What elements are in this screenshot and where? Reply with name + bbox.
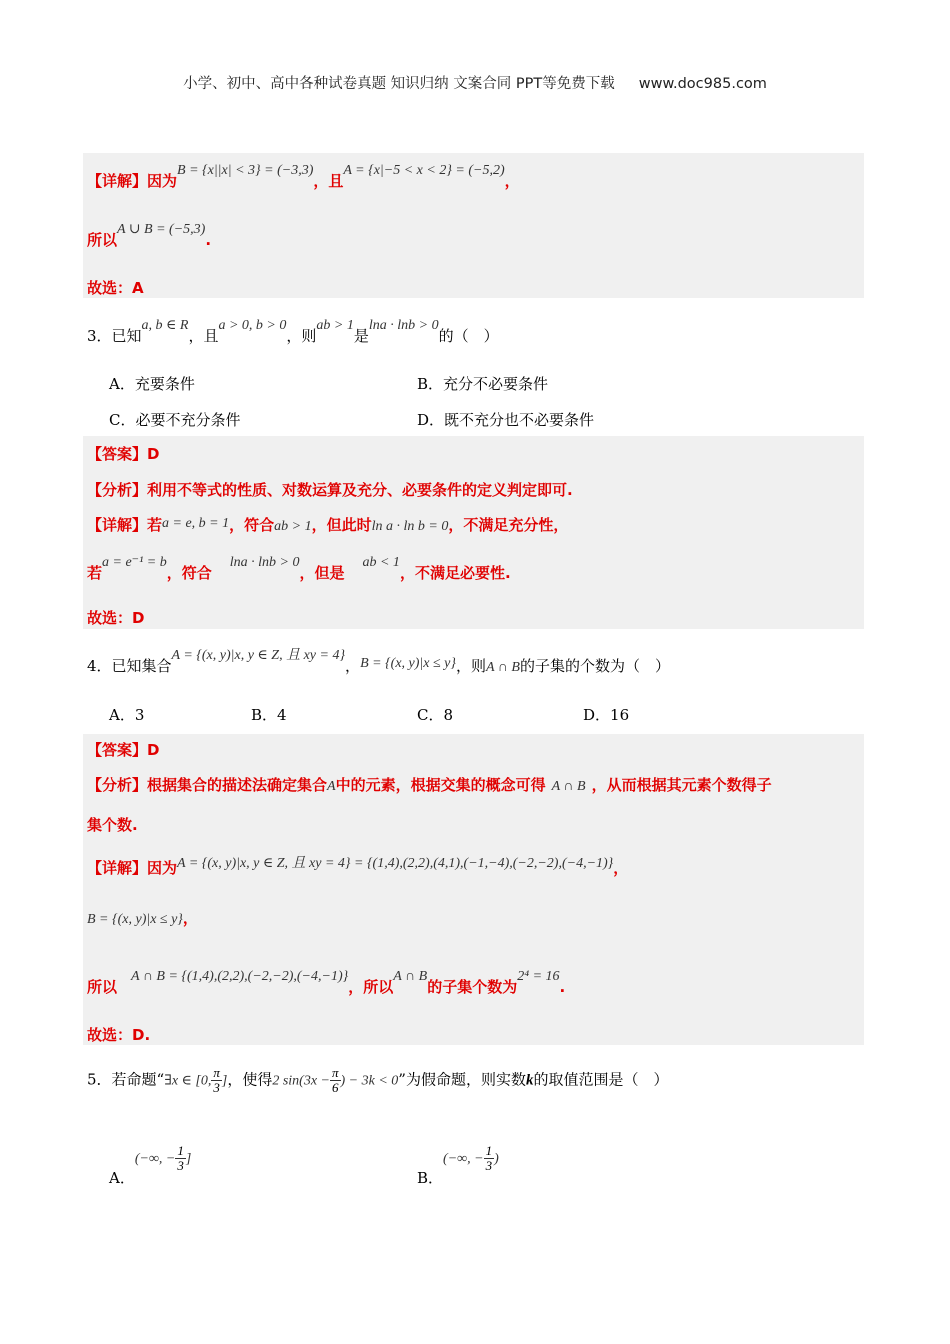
q3-analysis: 【分析】利用不等式的性质、对数运算及充分、必要条件的定义判定即可. <box>87 481 573 499</box>
text: ”为假命题，则实数 <box>398 1070 526 1089</box>
numerator: π <box>332 1065 339 1080</box>
option-letter: C． <box>109 411 136 429</box>
text: ，则 <box>455 657 486 675</box>
denominator: 3 <box>177 1158 184 1173</box>
option-text: 充分不必要条件 <box>443 375 549 393</box>
option-letter: C． <box>417 706 444 724</box>
q3-option-b[interactable] <box>417 373 548 394</box>
text: . <box>559 978 566 996</box>
q4-answer: 【答案】D <box>87 741 160 759</box>
fraction-pi-3 <box>211 1066 222 1095</box>
q4-option-d[interactable] <box>583 704 629 725</box>
numerator: 1 <box>485 1143 493 1158</box>
math: ab > 1 <box>274 519 312 534</box>
text-so: 所以 <box>87 231 118 249</box>
option-letter: A． <box>109 375 135 393</box>
option-letter: D． <box>417 411 445 429</box>
q3-option-c[interactable] <box>109 409 241 430</box>
math: lna · lnb > 0 <box>229 555 300 570</box>
q4-option-a[interactable] <box>109 704 144 725</box>
math-k: k <box>525 1072 534 1089</box>
text-period: . <box>205 231 212 249</box>
text: ，符合 <box>166 564 212 582</box>
option-letter: B． <box>251 706 278 724</box>
page-header <box>0 72 950 93</box>
math: a = e, b = 1 <box>162 516 230 531</box>
math-ab-real: a, b ∈ R <box>141 318 189 333</box>
text: 的（ ） <box>438 327 499 345</box>
q4-analysis-line1 <box>87 774 772 795</box>
text: 所以 <box>87 978 118 996</box>
math: B = {(x, y)|x ≤ y} <box>87 912 183 927</box>
q5-number: 5．若命题“ <box>87 1070 165 1089</box>
math-set-b: B = {(x, y)|x ≤ y} <box>360 656 456 671</box>
math: ∃x ∈ [0, <box>164 1073 212 1089</box>
q4-option-c[interactable] <box>417 704 453 725</box>
text: 【详解】若 <box>87 516 163 534</box>
option-text: 充要条件 <box>134 375 195 393</box>
q3-answer: 【答案】D <box>87 445 160 463</box>
text: ，不满足充分性， <box>448 516 569 534</box>
fraction-1-3 <box>175 1144 186 1173</box>
math: ) <box>494 1151 499 1167</box>
denominator: 3 <box>213 1080 220 1095</box>
text: ，则 <box>286 327 317 345</box>
text: ，从而根据其元素个数得子 <box>591 776 772 794</box>
q4-number: 4．已知集合 <box>87 657 172 675</box>
text: 【详解】因为 <box>87 859 178 877</box>
text: ，但此时 <box>311 516 372 534</box>
q2-choice: 故选：A <box>87 279 144 297</box>
math-set-a: A = {(x, y)|x, y ∈ Z, 且 xy = 4} <box>171 648 346 663</box>
text-and: ，且 <box>313 172 344 190</box>
math: ab < 1 <box>362 555 400 570</box>
text: 若 <box>87 564 103 582</box>
math: (−∞, − <box>443 1151 484 1167</box>
q3-option-a[interactable] <box>109 373 195 394</box>
option-letter: A． <box>109 706 135 724</box>
text: ，符合 <box>229 516 275 534</box>
math: ] <box>185 1151 192 1167</box>
text: ， <box>182 909 198 927</box>
text: 的子集个数为 <box>427 978 518 996</box>
math: ] <box>221 1073 228 1089</box>
math-ab-positive: a > 0, b > 0 <box>218 318 287 333</box>
option-letter: A． <box>109 1168 135 1187</box>
q3-stem <box>87 318 499 346</box>
q5-option-a[interactable] <box>109 1143 192 1187</box>
numerator: 1 <box>177 1143 184 1158</box>
q2-detail-line <box>87 163 520 191</box>
q4-detail-line2 <box>87 907 198 928</box>
math-set-a: A = {x|−5 < x < 2} = (−5,2) <box>343 163 505 178</box>
denominator: 3 <box>485 1158 493 1173</box>
math-union: A ∪ B = (−5,3) <box>117 222 206 237</box>
q5-stem <box>87 1066 668 1095</box>
option-letter: D． <box>583 706 611 724</box>
q3-option-d[interactable] <box>417 409 594 430</box>
q3-number: 3．已知 <box>87 327 142 345</box>
option-text: 16 <box>610 706 630 724</box>
math-ab-gt-1: ab > 1 <box>316 318 354 333</box>
q4-analysis-line2: 集个数. <box>87 816 138 834</box>
numerator: π <box>213 1065 220 1080</box>
option-text: 8 <box>443 706 454 724</box>
math: A ∩ B <box>393 969 428 984</box>
q3-detail-line1 <box>87 514 568 535</box>
text: ，但是 <box>299 564 345 582</box>
q3-detail-line2 <box>87 555 511 583</box>
text: ，且 <box>188 327 219 345</box>
math: A ∩ B <box>551 779 586 794</box>
math: 2 sin(3x − <box>272 1073 330 1089</box>
math: (−∞, − <box>134 1151 176 1167</box>
text: 的取值范围是（ ） <box>533 1070 669 1089</box>
math: A ∩ B = {(1,4),(2,2),(−2,−2),(−4,−1)} <box>131 969 349 984</box>
text: ， <box>345 657 361 675</box>
math: A = {(x, y)|x, y ∈ Z, 且 xy = 4} = {(1,4),(2,2),(4,1),(−1,−4),(−2,−2),(−4,−1)} <box>177 856 614 871</box>
math-intersection: A ∩ B <box>486 660 520 675</box>
text: 【分析】根据集合的描述法确定集合 <box>87 776 328 794</box>
fraction-pi-6 <box>330 1066 341 1095</box>
detail-label: 【详解】因为 <box>87 172 178 190</box>
text: ，不满足必要性. <box>399 564 511 582</box>
text: ，所以 <box>348 978 394 996</box>
q4-choice: 故选：D. <box>87 1026 151 1044</box>
option-text: 既不充分也不必要条件 <box>444 411 595 429</box>
denominator: 6 <box>332 1080 339 1095</box>
math: ) − 3k < 0 <box>340 1073 399 1089</box>
math: a = e⁻¹ = b <box>102 555 167 570</box>
math: ln a · ln b = 0 <box>371 519 449 534</box>
text: 的子集的个数为（ ） <box>519 657 670 675</box>
text: ， <box>613 859 629 877</box>
fraction-1-3 <box>484 1144 495 1173</box>
q4-stem <box>87 648 670 676</box>
q4-detail-line1 <box>87 857 628 878</box>
q3-choice: 故选：D <box>87 609 145 627</box>
q2-union-line <box>87 222 212 250</box>
q4-detail-line3 <box>87 969 566 997</box>
text: 是 <box>353 327 369 345</box>
header-url[interactable]: www.doc985.com <box>638 76 767 92</box>
q4-option-b[interactable] <box>251 704 287 725</box>
math: 2⁴ = 16 <box>517 969 560 984</box>
q5-option-b[interactable] <box>417 1143 499 1187</box>
header-text: 小学、初中、高中各种试卷真题 知识归纳 文案合同 PPT等免费下载 <box>183 76 615 92</box>
option-text: 必要不充分条件 <box>135 411 241 429</box>
option-text: 3 <box>134 706 145 724</box>
text-comma: ， <box>504 172 520 190</box>
math-set-b: B = {x||x| < 3} = (−3,3) <box>177 163 314 178</box>
text: 中的元素，根据交集的概念可得 <box>335 776 546 794</box>
math-ln-product: lna · lnb > 0 <box>368 318 439 333</box>
option-text: 4 <box>277 706 287 724</box>
option-letter: B． <box>417 1168 444 1187</box>
text: ，使得 <box>227 1070 273 1089</box>
math: A <box>327 779 336 794</box>
option-letter: B． <box>417 375 444 393</box>
